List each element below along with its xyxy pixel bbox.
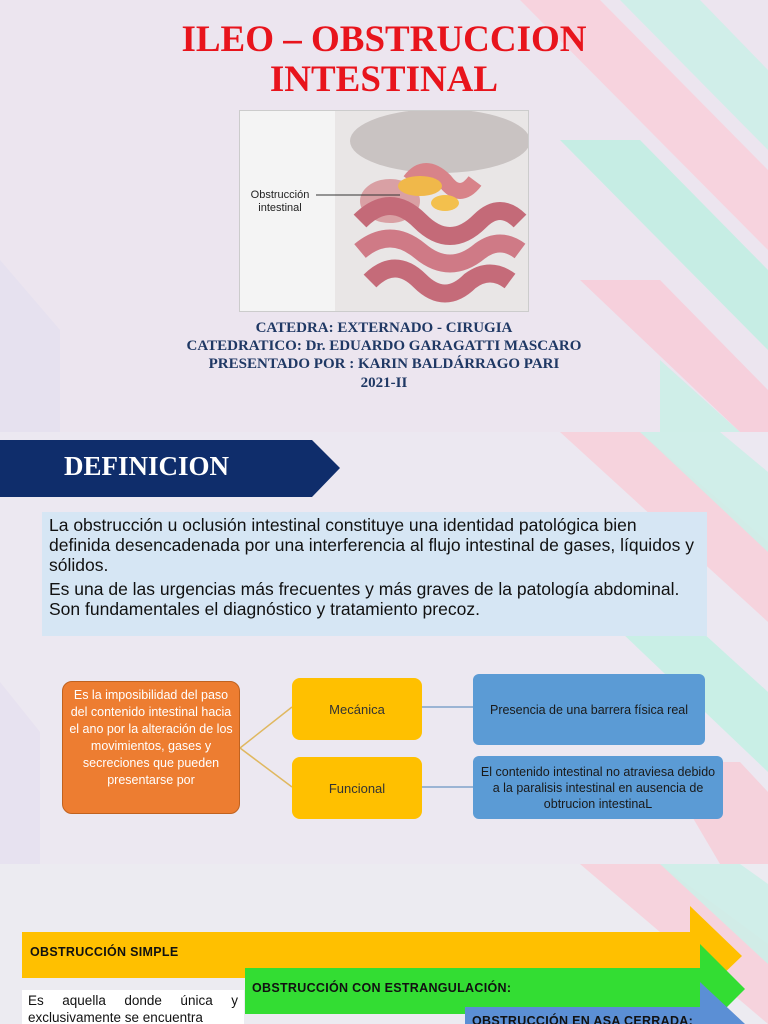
presentation-title <box>0 20 768 100</box>
root-node: Es la imposibilidad del paso del contenido intestinal hacia el ano por la alteración de los movimientos, gases y secreciones que pueden presentarse por <box>62 681 240 814</box>
leaf-funcional: El contenido intestinal no atraviesa debido a la paralisis intestinal en ausencia de obtrucion intestinaL <box>473 756 723 819</box>
catedratico-line: CATEDRATICO: Dr. EDUARDO GARAGATTI MASCARO <box>186 338 582 354</box>
label-line-2: intestinal <box>258 202 302 214</box>
definition-paragraph-2: Es una de las urgencias más frecuentes y más graves de la patología abdominal. Son fundamentales el diagnóstico y tratamiento precoz. <box>49 579 680 619</box>
title-line-2: INTESTINAL <box>269 59 499 100</box>
definition-heading: DEFINICION <box>64 451 230 481</box>
illustration-label <box>240 189 320 215</box>
title-line-1: ILEO – OBSTRUCCION <box>181 19 587 60</box>
branch-funcional: Funcional <box>292 757 422 819</box>
presentado-line: PRESENTADO POR : KARIN BALDÁRRAGO PARI <box>208 356 560 372</box>
simple-description: Es aquella donde única y exclusivamente se encuentra <box>22 990 244 1024</box>
intestine-illustration <box>239 110 529 312</box>
catedra-line: CATEDRA: EXTERNADO - CIRUGIA <box>255 320 513 336</box>
credits-block <box>0 320 768 394</box>
arrow-simple-label: OBSTRUCCIÓN SIMPLE <box>30 945 179 959</box>
types-slide <box>0 864 768 1024</box>
label-line-1: Obstrucción <box>250 189 310 201</box>
arrow-asa-cerrada-label: OBSTRUCCIÓN EN ASA CERRADA: <box>472 1014 694 1024</box>
definition-paragraph-1: La obstrucción u oclusión intestinal constituye una identidad patológica bien definida desencadenada por una interferencia al flujo intestinal de gases, líquidos y sólidos. <box>49 515 695 575</box>
arrow-estrangulacion-label: OBSTRUCCIÓN CON ESTRANGULACIÓN: <box>252 981 512 995</box>
definition-slide <box>0 432 768 864</box>
leaf-mecanica: Presencia de una barrera física real <box>473 674 705 745</box>
title-slide <box>0 0 768 432</box>
periodo-line: 2021-II <box>360 375 408 391</box>
branch-mecanica: Mecánica <box>292 678 422 740</box>
